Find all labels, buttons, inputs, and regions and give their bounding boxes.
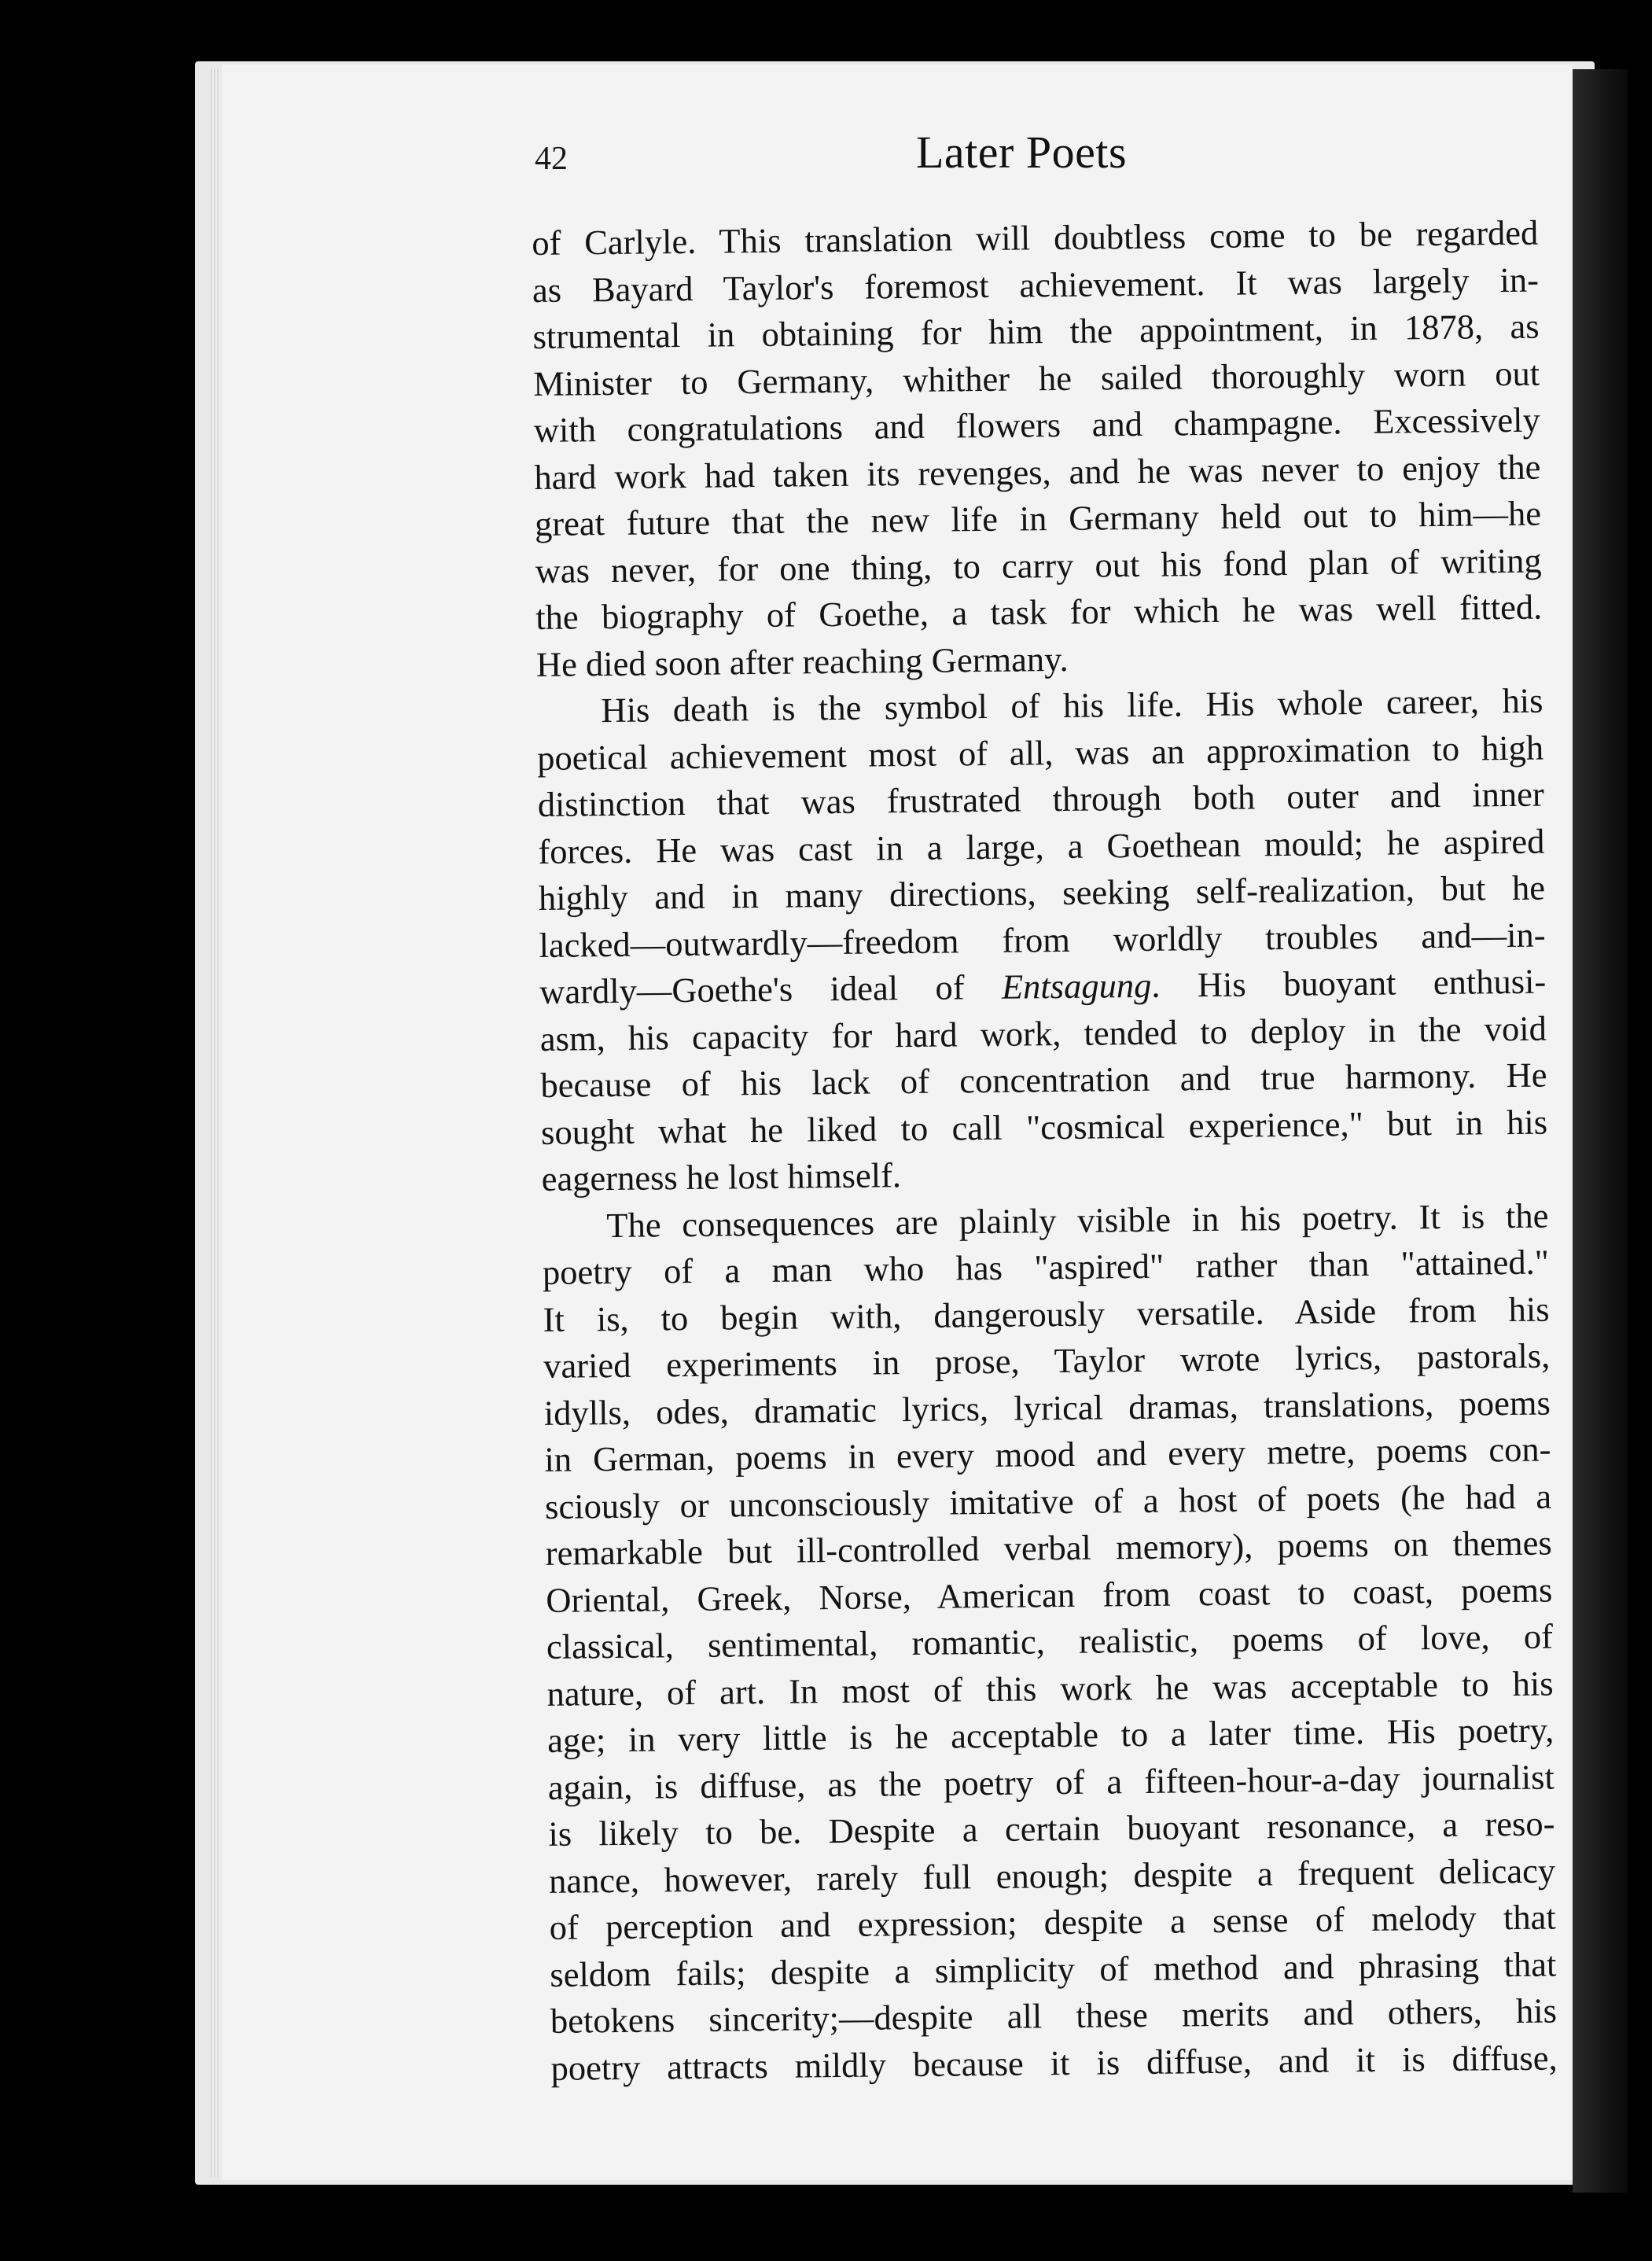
text-line: The consequences are plainly visible in his poetry. It is the bbox=[606, 1195, 1549, 1245]
text-line: classical, sentimental, romantic, realistic, poems of love, of bbox=[546, 1616, 1554, 1666]
text-line: as Bayard Taylor's foremost achievement. It was largely in- bbox=[532, 260, 1540, 310]
text-line: sciously or unconsciously imitative of a host of poets (he had a bbox=[544, 1476, 1552, 1526]
text-line: age; in very little is he acceptable to a later time. His poetry, bbox=[546, 1710, 1554, 1760]
text-line: His death is the symbol of his life. His whole career, his bbox=[601, 680, 1543, 731]
text-line: poetry attracts mildly because it is diffuse, and it is diffuse, bbox=[550, 2037, 1558, 2088]
text-line: again, is diffuse, as the poetry of a fifteen-hour-a-day journalist bbox=[547, 1756, 1555, 1807]
text-line: strumental in obtaining for him the appointment, in 1878, as bbox=[532, 306, 1540, 356]
text-line: betokens sincerity;—despite all these merits and others, his bbox=[550, 1990, 1558, 2041]
text-line: hard work had taken its revenges, and he was never to enjoy the bbox=[534, 447, 1541, 497]
body-text bbox=[532, 210, 1558, 2092]
text-line: was never, for one thing, to carry out his fond plan of writing bbox=[535, 540, 1542, 591]
text-line: seldom fails; despite a simplicity of method and phrasing that bbox=[550, 1943, 1557, 1994]
text-line: asm, his capacity for hard work, tended to deploy in the void bbox=[539, 1008, 1547, 1059]
text-line: He died soon after reaching Germany. bbox=[535, 639, 1069, 684]
text-line: great future that the new life in Germany held out to him—he bbox=[534, 493, 1542, 543]
text-line: nature, of art. In most of this work he was acceptable to his bbox=[546, 1663, 1554, 1714]
text-line: highly and in many directions, seeking self-realization, but he bbox=[538, 867, 1546, 918]
book-spine-shadow bbox=[1573, 69, 1628, 2193]
text-line: forces. He was cast in a large, a Goethean mould; he aspired bbox=[538, 821, 1545, 871]
text-line: because of his lack of concentration and true harmony. He bbox=[540, 1055, 1547, 1105]
running-head: Later Poets bbox=[916, 127, 1128, 178]
text-line: Oriental, Greek, Norse, American from coast to coast, poems bbox=[546, 1570, 1553, 1620]
text-line: of perception and expression; despite a sense of melody that bbox=[549, 1897, 1556, 1947]
text-run: wardly—Goethe's ideal of bbox=[539, 967, 1003, 1011]
text-line: distinction that was frustrated through both outer and inner bbox=[537, 774, 1544, 824]
text-line: poetry of a man who has "aspired" rather than "attained." bbox=[542, 1242, 1550, 1292]
text-line: the biography of Goethe, a task for which he was well fitted. bbox=[535, 587, 1543, 637]
page-header bbox=[535, 126, 1557, 189]
text-run: . His buoyant enthusi- bbox=[1151, 961, 1547, 1005]
text-line: It is, to begin with, dangerously versatile. Aside from his bbox=[543, 1289, 1550, 1339]
text-line: with congratulations and flowers and champagne. Excessively bbox=[533, 400, 1540, 450]
text-line: poetical achievement most of all, was an approximation to high bbox=[536, 727, 1544, 778]
page-number: 42 bbox=[535, 141, 568, 177]
text-line: remarkable but ill-controlled verbal memory), poems on themes bbox=[545, 1523, 1552, 1573]
text-line: of Carlyle. This translation will doubtless come to be regarded bbox=[532, 212, 1539, 263]
text-line: sought what he liked to call "cosmical experience," but in his bbox=[540, 1102, 1548, 1152]
text-line: eagerness he lost himself. bbox=[541, 1155, 902, 1199]
text-line: nance, however, rarely full enough; despite a frequent delicacy bbox=[548, 1850, 1556, 1901]
text-line: Minister to Germany, whither he sailed thoroughly worn out bbox=[532, 353, 1540, 403]
page-edges bbox=[211, 69, 220, 2177]
text-line: in German, poems in every mood and every metre, poems con- bbox=[544, 1429, 1551, 1479]
text-line: varied experiments in prose, Taylor wrote lyrics, pastorals, bbox=[543, 1335, 1551, 1386]
text-line: is likely to be. Despite a certain buoyant resonance, a reso- bbox=[548, 1803, 1555, 1854]
italic-term: Entsagung bbox=[1001, 965, 1152, 1007]
text-line: idylls, odes, dramatic lyrics, lyrical dramas, translations, poems bbox=[543, 1383, 1551, 1433]
text-line: lacked—outwardly—freedom from worldly troubles and—in- bbox=[539, 915, 1546, 965]
